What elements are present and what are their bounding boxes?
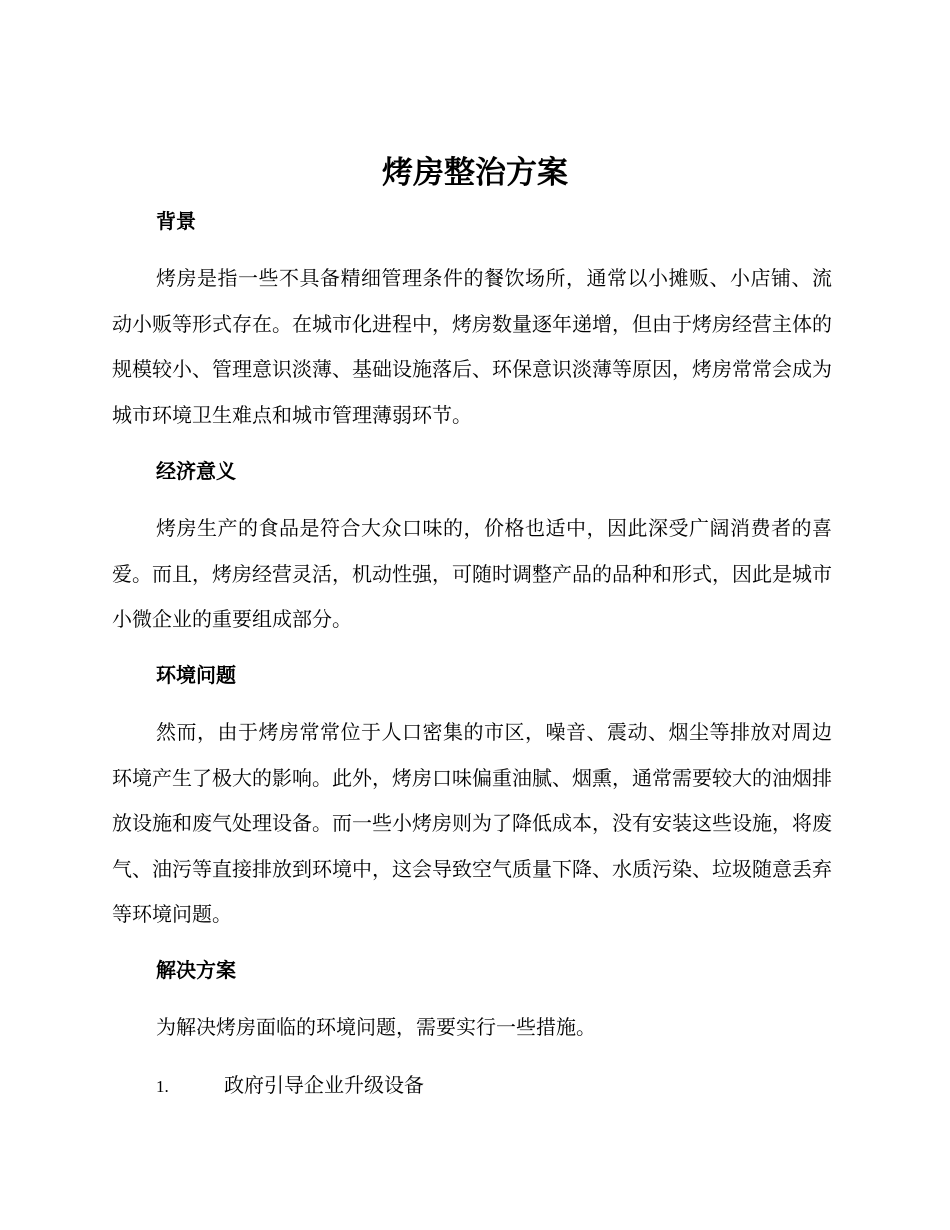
list-item-number: 1.: [156, 1077, 169, 1096]
section-heading-solution: 解决方案: [156, 958, 236, 982]
section-paragraph-economic: 烤房生产的食品是符合大众口味的，价格也适中，因此深受广阔消费者的喜爱。而且，烤房经营灵活，机动性强，可随时调整产品的品种和形式，因此是城市小微企业的重要组成部分。: [112, 516, 832, 631]
section-paragraph-solution: 为解决烤房面临的环境问题，需要实行一些措施。: [156, 1015, 596, 1039]
section-paragraph-environment: 然而，由于烤房常常位于人口密集的市区，噪音、震动、烟尘等排放对周边环境产生了极大的影响。此外，烤房口味偏重油腻、烟熏，通常需要较大的油烟排放设施和废气处理设备。而一些小烤房则为了降低成本，没有安装这些设施，将废气、油污等直接排放到环境中，这会导致空气质量下降、水质污染、垃圾随意丢弃等环境问题。: [112, 720, 832, 926]
section-heading-economic: 经济意义: [156, 459, 236, 483]
section-paragraph-background: 烤房是指一些不具备精细管理条件的餐饮场所，通常以小摊贩、小店铺、流动小贩等形式存在。在城市化进程中，烤房数量逐年递增，但由于烤房经营主体的规模较小、管理意识淡薄、基础设施落后、环保意识淡薄等原因，烤房常常会成为城市环境卫生难点和城市管理薄弱环节。: [112, 266, 832, 427]
section-heading-background: 背景: [156, 209, 196, 233]
list-item-text: 政府引导企业升级设备: [224, 1073, 424, 1097]
document-title: 烤房整治方案: [382, 155, 568, 191]
section-heading-environment: 环境问题: [156, 663, 236, 687]
list-item: [156, 1070, 424, 1102]
